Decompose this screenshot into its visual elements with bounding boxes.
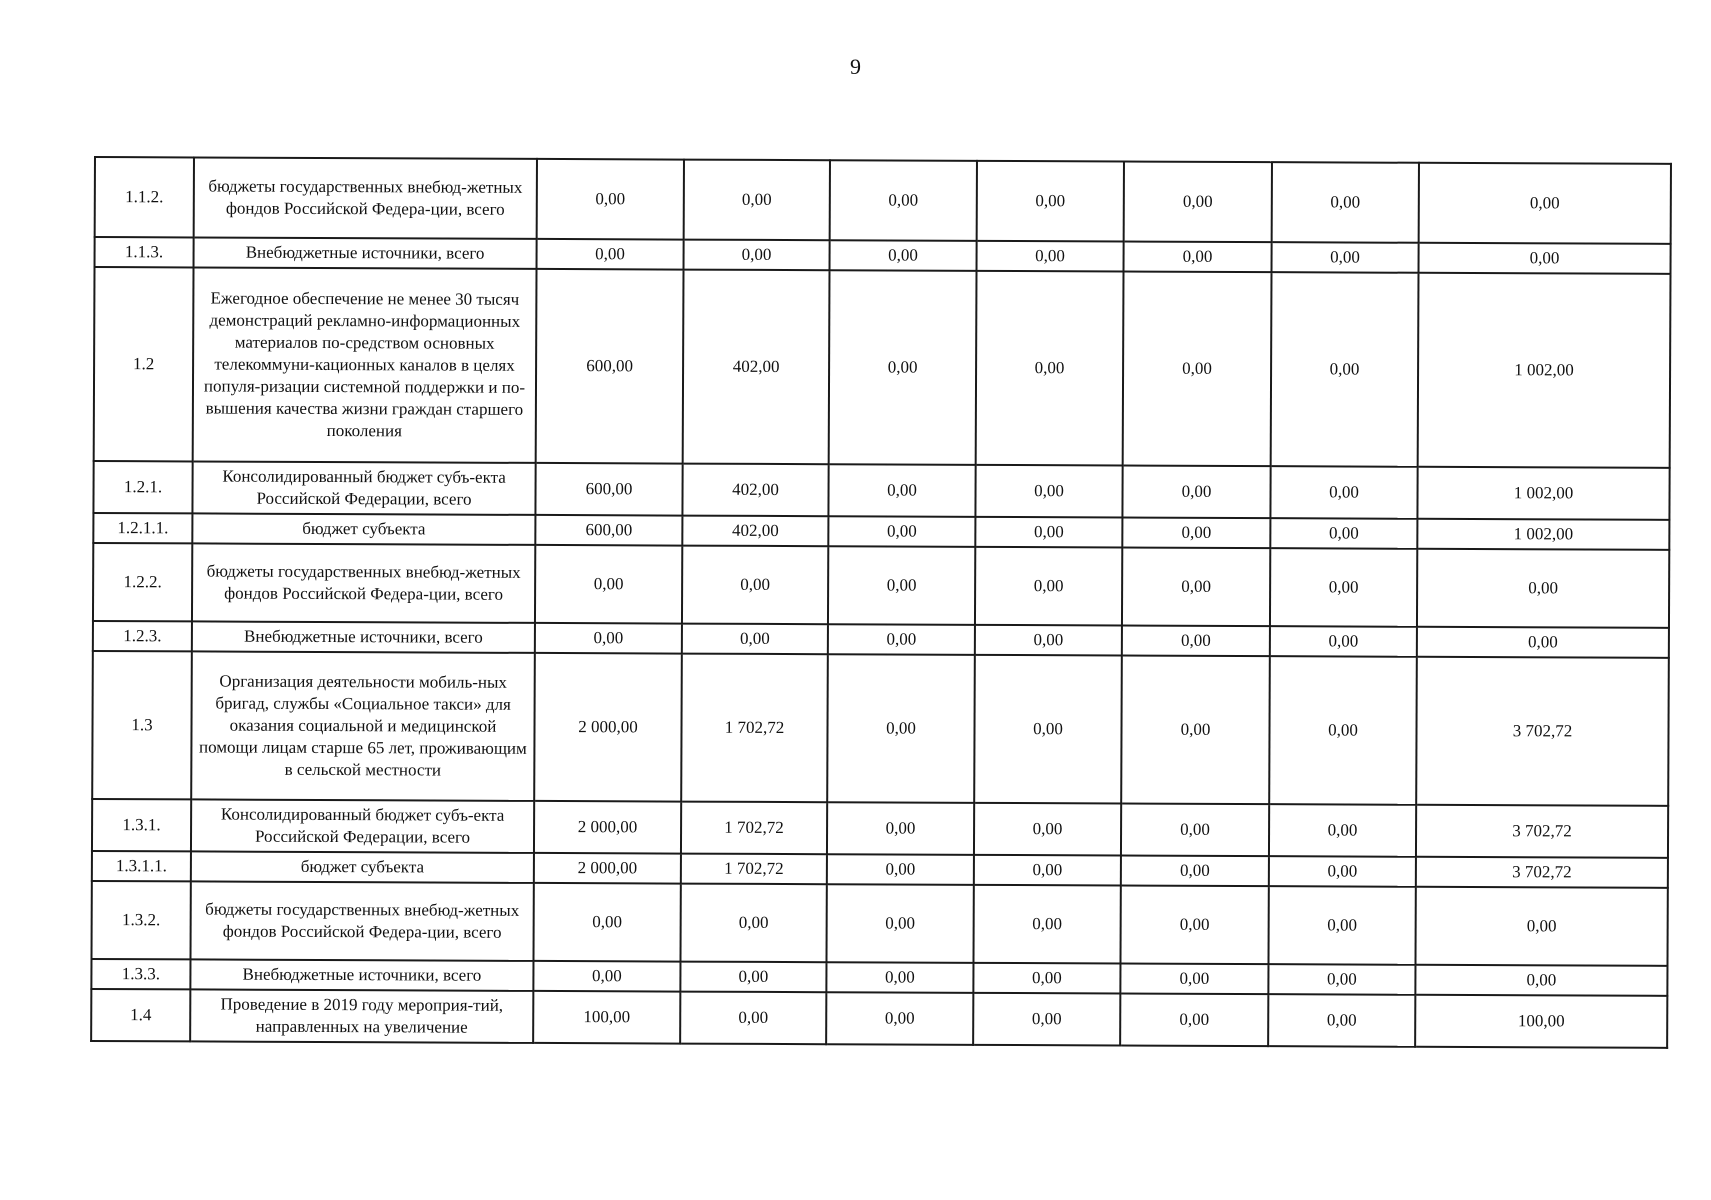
row-value: 0,00: [1270, 626, 1417, 657]
row-value: 0,00: [830, 160, 977, 241]
row-total-value: 3 702,72: [1416, 857, 1668, 888]
row-value: 0,00: [973, 885, 1120, 964]
row-value: 0,00: [1269, 804, 1416, 857]
row-value: 0,00: [1121, 655, 1270, 804]
row-value: 0,00: [828, 546, 975, 625]
row-value: 0,00: [830, 240, 977, 271]
row-value: 0,00: [828, 516, 975, 547]
row-value: 0,00: [1120, 885, 1268, 964]
row-value: 600,00: [535, 515, 682, 546]
row-value: 0,00: [1122, 517, 1270, 548]
row-value: 0,00: [977, 241, 1124, 272]
row-total-value: 0,00: [1419, 243, 1671, 274]
row-description: Ежегодное обеспечение не менее 30 тысяч демонстраций рекламно-информационных материалов по-средством основных телекоммуни-кационных каналов в целях популя-ризации системной поддержки и по-вышения качества жизни граждан старшего поколения: [193, 267, 537, 462]
row-value: 0,00: [1122, 625, 1270, 656]
row-value: 0,00: [1121, 803, 1269, 856]
row-value: 0,00: [828, 624, 975, 655]
row-value: 0,00: [974, 855, 1121, 886]
row-description: бюджет субъекта: [192, 513, 535, 544]
row-value: 0,00: [537, 159, 684, 240]
table-row: [95, 157, 1671, 244]
row-description: Внебюджетные источники, всего: [190, 959, 533, 990]
row-number: 1.3.1.: [92, 799, 191, 851]
row-value: 2 000,00: [534, 801, 681, 854]
row-description: Консолидированный бюджет субъ-екта Российской Федерации, всего: [192, 461, 535, 514]
row-value: 402,00: [682, 464, 828, 517]
page-number: 9: [850, 54, 861, 79]
row-total-value: 0,00: [1417, 549, 1669, 628]
row-value: 0,00: [684, 240, 830, 271]
row-value: 0,00: [827, 854, 974, 885]
row-value: 0,00: [974, 803, 1121, 856]
row-value: 0,00: [1120, 993, 1268, 1046]
row-value: 1 702,72: [681, 654, 828, 803]
row-value: 0,00: [973, 963, 1120, 994]
row-value: 0,00: [535, 623, 682, 654]
row-value: 0,00: [1120, 963, 1268, 994]
row-value: 0,00: [533, 883, 680, 962]
row-total-value: 1 002,00: [1417, 467, 1669, 520]
row-description: бюджеты государственных внебюд-жетных фондов Российской Федера-ции, всего: [192, 543, 535, 622]
row-value: 0,00: [1270, 466, 1417, 519]
table-row: [93, 543, 1669, 628]
row-value: 0,00: [1269, 656, 1417, 805]
row-value: 0,00: [1122, 547, 1270, 626]
row-value: 1 702,72: [681, 854, 827, 885]
row-value: 0,00: [1268, 994, 1415, 1047]
row-number: 1.4: [91, 989, 190, 1041]
row-total-value: 0,00: [1415, 965, 1667, 996]
row-value: 0,00: [1268, 964, 1415, 995]
row-value: 402,00: [683, 270, 830, 465]
table-row: [91, 989, 1667, 1048]
row-total-value: 3 702,72: [1416, 805, 1668, 858]
row-value: 1 702,72: [681, 802, 827, 855]
row-number: 1.1.3.: [95, 237, 194, 267]
row-number: 1.2.1.: [93, 461, 192, 513]
row-value: 0,00: [827, 802, 974, 855]
row-number: 1.3.3.: [91, 959, 190, 989]
row-number: 1.2.3.: [93, 621, 192, 651]
row-value: 0,00: [1268, 886, 1415, 965]
row-value: 0,00: [827, 654, 975, 803]
row-value: 0,00: [975, 625, 1122, 656]
row-description: Внебюджетные источники, всего: [192, 621, 535, 652]
row-value: 2 000,00: [534, 853, 681, 884]
row-value: 600,00: [536, 269, 684, 464]
row-value: 0,00: [533, 961, 680, 992]
row-value: 0,00: [535, 545, 682, 624]
row-value: 0,00: [976, 271, 1124, 466]
row-total-value: 0,00: [1419, 163, 1671, 244]
row-total-value: 3 702,72: [1416, 657, 1669, 806]
row-value: 0,00: [1124, 241, 1272, 272]
row-value: 0,00: [974, 655, 1122, 804]
row-value: 402,00: [682, 516, 828, 547]
row-number: 1.2: [94, 267, 194, 461]
row-value: 0,00: [829, 270, 977, 465]
row-description: Внебюджетные источники, всего: [194, 237, 537, 268]
row-description: бюджет субъекта: [191, 851, 534, 882]
row-description: бюджеты государственных внебюд-жетных фондов Российской Федера-ции, всего: [194, 157, 537, 238]
budget-table: [90, 156, 1672, 1049]
row-value: 0,00: [826, 884, 973, 963]
row-value: 0,00: [682, 546, 828, 625]
row-number: 1.1.2.: [95, 157, 194, 237]
row-total-value: 100,00: [1415, 995, 1667, 1048]
row-value: 0,00: [1270, 518, 1417, 549]
row-number: 1.3.2.: [91, 881, 190, 959]
row-value: 0,00: [1272, 242, 1419, 273]
row-value: 0,00: [826, 962, 973, 993]
row-value: 0,00: [680, 884, 826, 963]
row-number: 1.3.1.1.: [92, 851, 191, 881]
row-number: 1.2.2.: [93, 543, 192, 621]
row-value: 0,00: [682, 624, 828, 655]
row-description: Консолидированный бюджет субъ-екта Российской Федерации, всего: [191, 799, 534, 852]
row-value: 0,00: [1269, 856, 1416, 887]
row-value: 0,00: [1121, 855, 1269, 886]
row-value: 600,00: [535, 463, 682, 516]
row-value: 0,00: [1270, 548, 1417, 627]
row-description: Организация деятельности мобиль-ных бригад, службы «Социальное такси» для оказания социальной и медицинской помощи лицам старше 65 лет, проживающим в сельской местности: [191, 651, 535, 800]
row-value: 0,00: [975, 547, 1122, 626]
row-value: 0,00: [1124, 161, 1272, 242]
row-total-value: 1 002,00: [1418, 273, 1671, 468]
row-value: 0,00: [1271, 272, 1419, 467]
row-value: 0,00: [1122, 465, 1270, 518]
row-value: 100,00: [533, 991, 680, 1044]
row-total-value: 0,00: [1415, 887, 1667, 966]
row-value: 0,00: [680, 992, 826, 1045]
table-row: [91, 881, 1667, 966]
row-value: 0,00: [828, 464, 975, 517]
table-body: [91, 157, 1671, 1048]
row-value: 0,00: [680, 962, 826, 993]
row-description: Проведение в 2019 году мероприя-тий, направленных на увеличение: [190, 989, 533, 1042]
row-value: 0,00: [1272, 162, 1419, 243]
row-number: 1.2.1.1.: [93, 513, 192, 543]
table-row: [93, 461, 1669, 520]
row-value: 0,00: [826, 992, 973, 1045]
table-row: [92, 651, 1669, 806]
row-value: 0,00: [975, 517, 1122, 548]
row-value: 0,00: [537, 239, 684, 270]
row-value: 0,00: [1123, 271, 1272, 466]
row-value: 0,00: [973, 993, 1120, 1046]
row-value: 0,00: [684, 160, 830, 241]
table-row: [94, 267, 1671, 468]
row-total-value: 1 002,00: [1417, 519, 1669, 550]
row-number: 1.3: [92, 651, 192, 799]
row-description: бюджеты государственных внебюд-жетных фондов Российской Федера-ции, всего: [190, 881, 533, 960]
row-value: 0,00: [975, 465, 1122, 518]
row-total-value: 0,00: [1417, 627, 1669, 658]
row-value: 2 000,00: [534, 653, 682, 802]
table-row: [92, 799, 1668, 858]
row-value: 0,00: [977, 161, 1124, 242]
